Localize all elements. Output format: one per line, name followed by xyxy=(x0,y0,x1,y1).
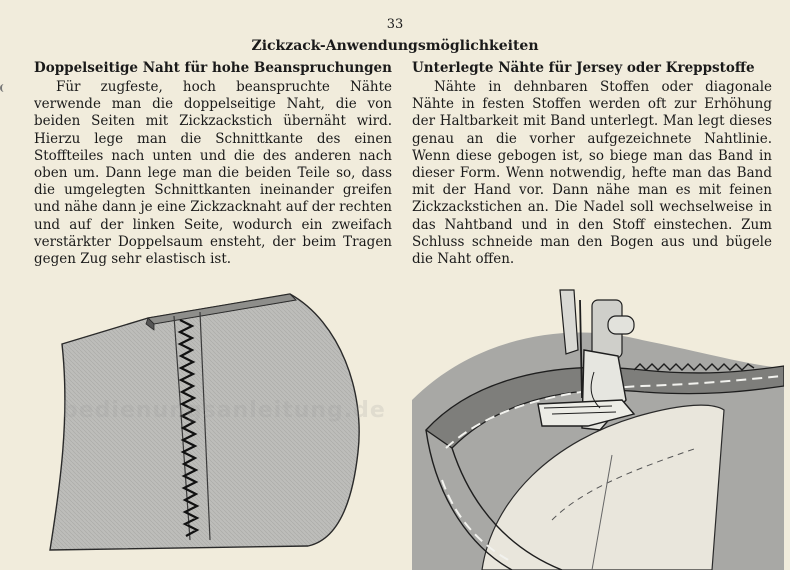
watermark: bedienungsanleitung.de xyxy=(62,398,386,423)
page-number: 33 xyxy=(386,17,404,32)
right-column xyxy=(412,60,772,268)
page-edge-mark xyxy=(0,84,8,92)
left-heading: Doppelseitige Naht für hohe Beanspruchungen xyxy=(34,60,392,76)
tape-seam-illustration xyxy=(412,280,784,570)
left-body: Für zugfeste, hoch beanspruchte Nähte verwende man die doppelseitige Naht, die von beiden Seiten mit Zickzackstich übernäht wird. Hierzu lege man die Schnittkante des einen Stoffteiles nach unten und die des anderen nach oben um. Dann lege man die beiden Teile so, dass die umgelegten Schnittkanten ineinander greifen und nähe dann je eine Zickzacknaht auf der rechten und auf der linken Seite, wodurch ein zweifach verstärkter Doppelsaum ensteht, der beim Tragen gegen Zug sehr elastisch ist. xyxy=(34,79,392,268)
page-title: Zickzack-Anwendungsmöglichkeiten xyxy=(251,38,539,54)
right-body: Nähte in dehnbaren Stoffen oder diagonale Nähte in festen Stoffen werden oft zur Erhöhung der Haltbarkeit mit Band unterlegt. Man legt dieses genau an die vorher aufgezeichnete Nahtlinie. Wenn diese gebogen ist, so biege man das Band in dieser Form. Wenn notwendig, hefte man das Band mit der Hand vor. Dann nähe man es mit feinen Zickzackstichen an. Die Nadel soll wechselweise in das Nahtband und in den Stoff einstechen. Zum Schluss schneide man den Bogen aus und bügele die Naht offen. xyxy=(412,79,772,268)
right-heading: Unterlegte Nähte für Jersey oder Kreppstoffe xyxy=(412,60,755,76)
left-column xyxy=(34,60,392,268)
